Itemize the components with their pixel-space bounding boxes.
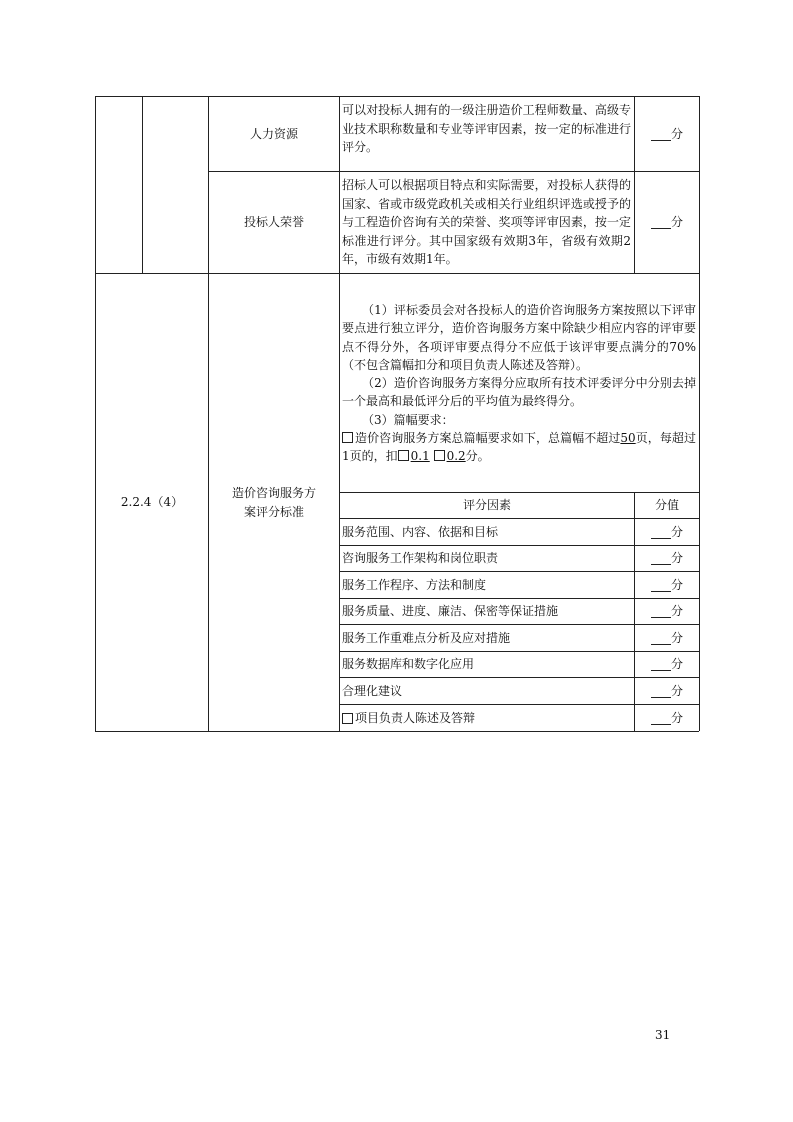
factor-row-label: 咨询服务工作架构和岗位职责 <box>342 551 499 566</box>
factor-row-label: 服务工作重难点分析及应对措施 <box>342 630 511 645</box>
honor-description: 招标人可以根据项目特点和实际需要，对投标人获得的国家、省或市级党政机关或相关行业组织评选或授予的与工程造价咨询有关的荣誉、奖项等评审因素，按一定标准进行评分。其中国家级有效期3年，省级有效期2年，市级有效期1年。 <box>342 178 631 266</box>
factor-row-score: 分 <box>635 599 699 624</box>
section-title: 造价咨询服务方案评分标准 <box>231 486 316 519</box>
factor-row-label: 合理化建议 <box>342 683 403 698</box>
hr-score-unit: 分 <box>670 126 683 141</box>
subtable-header-score: 分值 <box>654 498 679 513</box>
hr-description: 可以对投标人拥有的一级注册造价工程师数量、高级专业技术职称数量和专业等评审因素，按一定的标准进行评分。 <box>342 103 631 154</box>
factor-row-label: 服务范围、内容、依据和目标 <box>342 524 499 539</box>
factor-row-score: 分 <box>635 572 699 598</box>
factor-row-score: 分 <box>635 678 699 704</box>
scoring-rules-text <box>340 301 699 491</box>
rule-paragraph-4: 造价咨询服务方案总篇幅要求如下，总篇幅不超过50页，每超过1页的，扣 0.1 0.2分。 <box>342 431 696 464</box>
factor-row-presentation: 项目负责人陈述及答辩 <box>340 705 634 731</box>
deduct-option-2-checkbox[interactable] <box>434 450 445 461</box>
rule-paragraph-3: （3）篇幅要求： <box>362 412 454 427</box>
honor-score <box>635 172 699 273</box>
hr-score <box>635 97 699 171</box>
factor-row-label: 服务工作程序、方法和制度 <box>342 577 487 592</box>
rule-paragraph-2: （2）造价咨询服务方案得分应取所有技术评委评分中分别去掉一个最高和最低评分后的平均值为最终得分。 <box>342 376 696 409</box>
page-limit-checkbox[interactable] <box>342 432 353 443</box>
deduct-option-1-checkbox[interactable] <box>398 450 409 461</box>
factor-row-score: 分 <box>635 705 699 731</box>
factor-row-score: 分 <box>635 652 699 677</box>
page-limit-value: 50 <box>620 431 636 446</box>
factor-row-label: 服务数据库和数字化应用 <box>342 657 475 672</box>
rule-paragraph-1: （1）评标委员会对各投标人的造价咨询服务方案按照以下评审要点进行独立评分，造价咨询服务方案中除缺少相应内容的评审要点不得分外，各项评审要点得分不应低于该评审要点满分的70%（不包含篇幅扣分和项目负责人陈述及答辩）。 <box>342 303 696 372</box>
factor-row-score: 分 <box>635 519 699 545</box>
subtable-header-factor: 评分因素 <box>462 498 511 513</box>
clause-number: 2.2.4（4） <box>120 495 184 510</box>
honor-score-unit: 分 <box>670 215 683 230</box>
factor-row-score: 分 <box>635 625 699 651</box>
factor-row-label: 服务质量、进度、廉洁、保密等保证措施 <box>342 604 559 619</box>
page-number: 31 <box>655 1028 671 1042</box>
hr-factor-label: 人力资源 <box>249 126 298 141</box>
factor-row-score: 分 <box>635 546 699 571</box>
honor-factor-label: 投标人荣誉 <box>243 215 304 230</box>
presentation-checkbox[interactable] <box>342 713 353 724</box>
